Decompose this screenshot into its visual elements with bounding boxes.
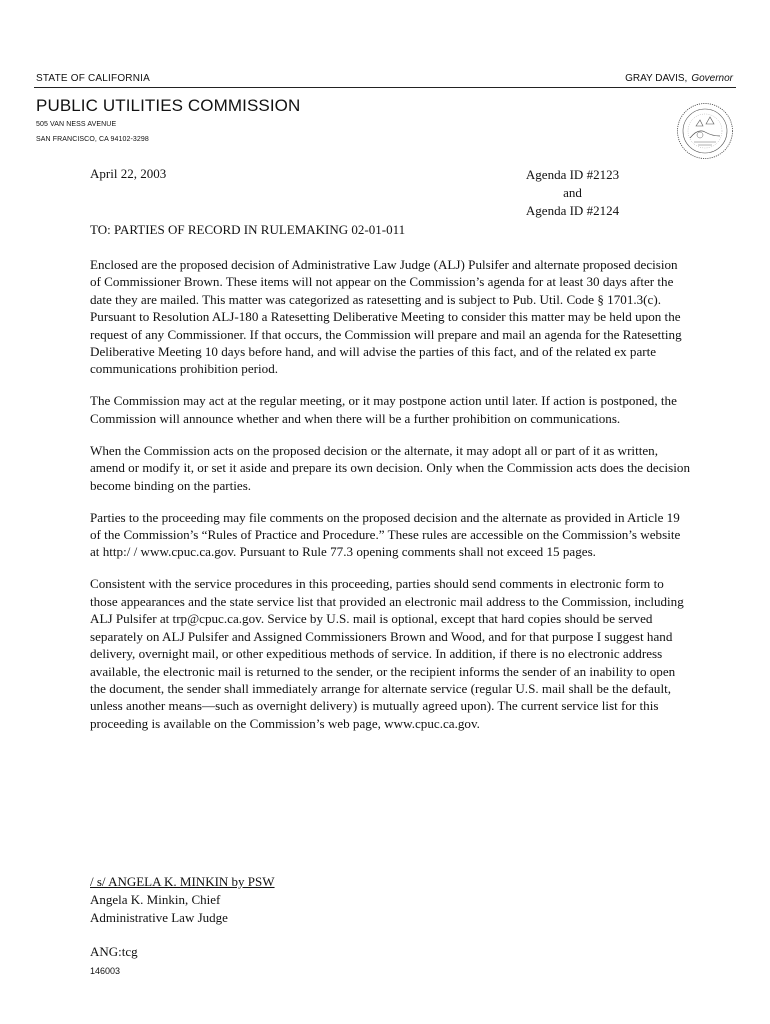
signature-line: / s/ ANGELA K. MINKIN by PSW bbox=[90, 874, 275, 889]
paragraph: Parties to the proceeding may file comments on the proposed decision and the alternate as provided in Article 19 of the Commission’s “Rules of Practice and Procedure.” These rules are accessible on the Commission’s website at http:/ / www.cpuc.ca.gov. Pursuant to Rule 77.3 opening comments shall not exceed 15 pages. bbox=[90, 509, 681, 560]
header-rule bbox=[34, 87, 736, 88]
letter-date: April 22, 2003 bbox=[90, 166, 167, 181]
state-label: STATE OF CALIFORNIA bbox=[36, 73, 150, 84]
paragraph: The Commission may act at the regular meeting, or it may postpone action until later. If action is postponed, the Commission will announce whether and when there will be a further prohibition on communications. bbox=[90, 393, 677, 426]
document-number: 146003 bbox=[90, 966, 121, 976]
letter-body bbox=[90, 256, 690, 747]
signer-title: Administrative Law Judge bbox=[90, 910, 228, 925]
agenda-and: and bbox=[563, 185, 582, 200]
recipient-line: TO: PARTIES OF RECORD IN RULEMAKING 02-01-011 bbox=[90, 222, 406, 237]
paragraph: Consistent with the service procedures in this proceeding, parties should send comments in electronic form to those appearances and the state service list that provided an electronic mail address to the Commission, including ALJ Pulsifer at trp@cpuc.ca.gov. Service by U.S. mail is optional, except that hard copies should be served separately on ALJ Pulsifer and Assigned Commissioners Brown and Wood, and for that purpose I suggest hand delivery, overnight mail, or other expeditious methods of service. In addition, if there is no electronic address available, the electronic mail is returned to the sender, or the recipient informs the sender of an inability to open the document, the sender shall immediately arrange for alternate service (regular U.S. mail shall be the default, unless another means—such as overnight delivery) is mutually agreed upon). The current service list for this proceeding is available on the Commission’s web page, www.cpuc.ca.gov. bbox=[90, 576, 684, 731]
address-street: 505 VAN NESS AVENUE bbox=[36, 121, 117, 128]
typist-initials: ANG:tcg bbox=[90, 944, 138, 959]
governor-title: Governor bbox=[691, 73, 733, 84]
agency-title: PUBLIC UTILITIES COMMISSION bbox=[36, 96, 301, 115]
governor-label bbox=[625, 73, 733, 84]
address-city: SAN FRANCISCO, CA 94102-3298 bbox=[36, 136, 149, 143]
agenda-id-2: Agenda ID #2124 bbox=[525, 203, 620, 218]
paragraph: Enclosed are the proposed decision of Administrative Law Judge (ALJ) Pulsifer and alternate proposed decision of Commissioner Brown. These items will not appear on the Commission’s agenda for at least 30 days after the date they are mailed. This matter was categorized as ratesetting and is subject to Pub. Util. Code § 1701.3(c). Pursuant to Resolution ALJ-180 a Ratesetting Deliberative Meeting to consider this matter may be held upon the request of any Commissioner. If that occurs, the Commission will prepare and mail an agenda for the Ratesetting Deliberative Meeting 10 days before hand, and will advise the parties of this fact, and of the related ex parte communications prohibition period. bbox=[90, 257, 682, 377]
state-seal-icon bbox=[676, 102, 734, 160]
governor-name: GRAY DAVIS, bbox=[625, 73, 688, 84]
agenda-id-1: Agenda ID #2123 bbox=[525, 167, 620, 182]
signer-name: Angela K. Minkin, Chief bbox=[90, 892, 221, 907]
paragraph: When the Commission acts on the proposed decision or the alternate, it may adopt all or part of it as written, amend or modify it, or set it aside and prepare its own decision. Only when the Commission acts does the decision become binding on the parties. bbox=[90, 442, 691, 493]
agenda-ids bbox=[500, 166, 645, 220]
signature-block bbox=[90, 873, 275, 927]
